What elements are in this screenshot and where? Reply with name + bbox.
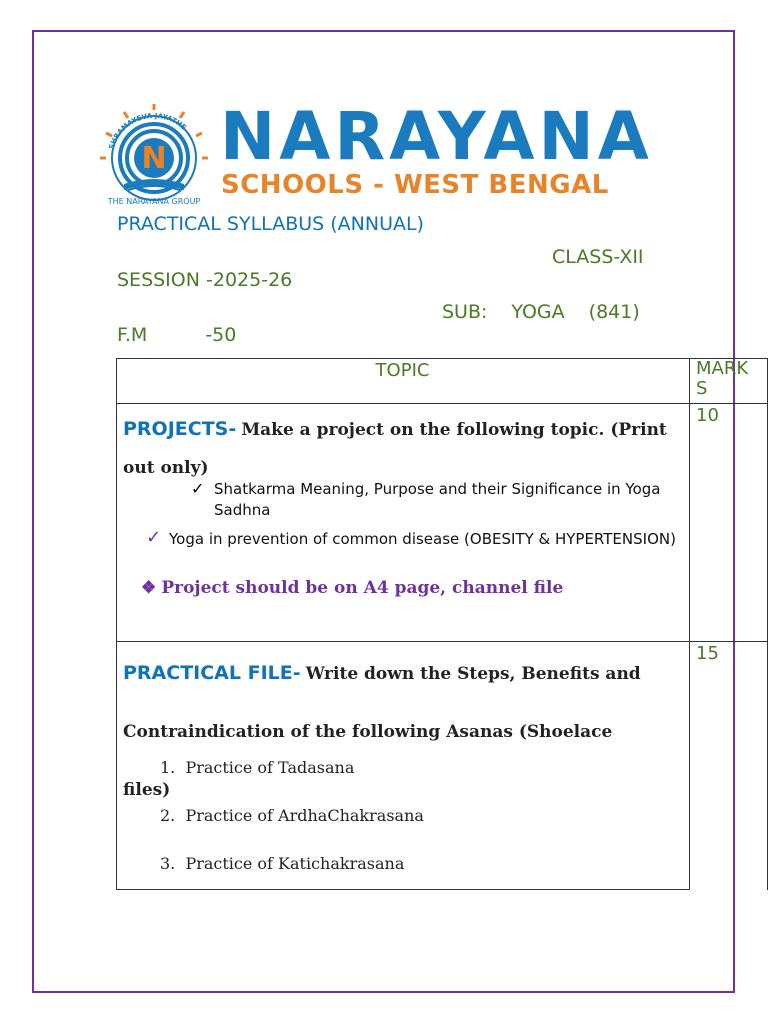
brand-name: NARAYANA — [220, 98, 653, 175]
asana-item-text: Practice of ArdhaChakrasana — [185, 806, 424, 825]
ring-text: SHRAMAYEVA JAYATHE — [107, 111, 188, 151]
page-title: PRACTICAL SYLLABUS (ANNUAL) — [117, 213, 424, 235]
full-marks — [117, 326, 236, 345]
svg-text:N: N — [141, 141, 167, 176]
subject-label: SUB: — [442, 301, 488, 323]
project-item-1 — [191, 479, 671, 521]
projects-heading — [123, 410, 685, 487]
projects-marks: 10 — [696, 405, 719, 426]
marks-header: MARK S — [696, 358, 749, 399]
topic-header: TOPIC — [375, 360, 430, 381]
fm-value: -50 — [205, 324, 237, 346]
practical-file-label: PRACTICAL FILE- — [123, 662, 301, 684]
project-item-text: Shatkarma Meaning, Purpose and their Significance in Yoga Sadhna — [214, 480, 661, 519]
project-item-2 — [146, 529, 686, 550]
asana-item-text: Practice of Tadasana — [185, 758, 355, 777]
subject-line — [442, 303, 640, 322]
group-text: THE NARAYANA GROUP — [107, 197, 201, 206]
brand-subtitle: SCHOOLS - WEST BENGAL — [221, 170, 609, 200]
checkmark-icon: ✓ — [146, 527, 162, 548]
practical-file-marks: 15 — [696, 643, 719, 664]
fm-label: F.M — [117, 324, 148, 346]
checkmark-icon: ✓ — [191, 479, 205, 498]
session-label: SESSION -2025-26 — [117, 269, 293, 291]
narayana-emblem-icon — [98, 100, 210, 208]
subject-code: (841) — [588, 301, 640, 323]
asana-item-2: 2. Practice of ArdhaChakrasana — [160, 806, 424, 825]
practical-file-heading — [123, 644, 663, 819]
asana-item-text: Practice of Katichakrasana — [185, 854, 405, 873]
projects-instruction: Make a project on the following topic. (Print out only) — [123, 420, 667, 478]
asana-item-1: 1. Practice of Tadasana — [160, 758, 355, 777]
project-note-text: Project should be on A4 page, channel file — [161, 578, 564, 598]
project-item-text: Yoga in prevention of common disease (OBESITY & HYPERTENSION) — [169, 530, 676, 548]
diamond-bullet-icon: ❖ — [141, 578, 157, 598]
subject-name: YOGA — [511, 301, 565, 323]
class-label: CLASS-XII — [552, 246, 644, 268]
asana-item-3: 3. Practice of Katichakrasana — [160, 854, 405, 873]
practical-file-instruction: Write down the Steps, Benefits and Contraindication of the following Asanas (Shoelace files) — [123, 664, 641, 800]
projects-label: PROJECTS- — [123, 418, 237, 440]
project-note — [141, 578, 681, 598]
syllabus-table — [116, 358, 768, 890]
